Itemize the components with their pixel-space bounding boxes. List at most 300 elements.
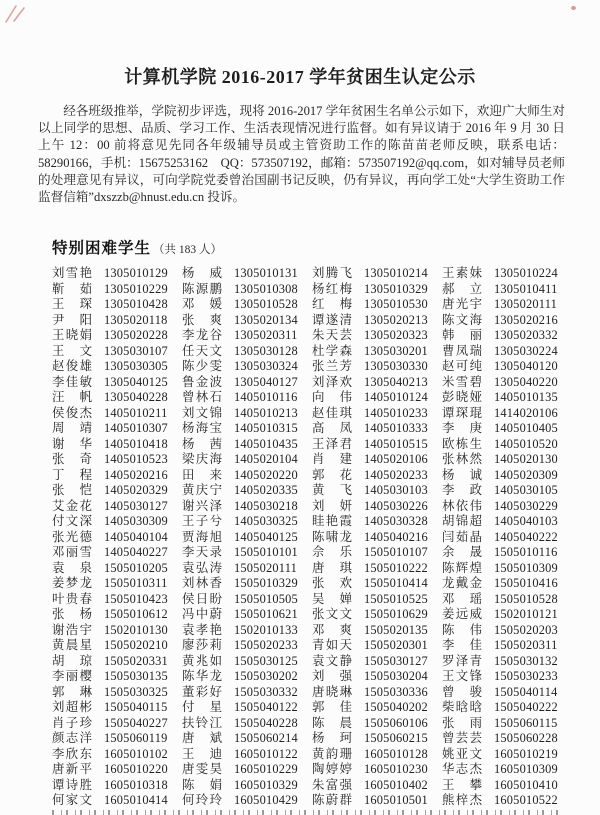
student-entry bbox=[312, 716, 428, 732]
student-entry bbox=[442, 437, 558, 453]
student-entry bbox=[52, 685, 168, 701]
student-name: 袁孝艳 bbox=[182, 622, 222, 637]
student-name: 陈文海 bbox=[442, 312, 482, 327]
student-id: 1505010311 bbox=[104, 576, 168, 591]
student-id: 1505010416 bbox=[494, 576, 558, 591]
student-entry bbox=[182, 623, 298, 639]
student-entry bbox=[52, 778, 168, 794]
student-entry bbox=[312, 359, 428, 375]
student-id: 1502010133 bbox=[234, 622, 298, 637]
student-name: 刘强 bbox=[312, 669, 352, 684]
student-entry bbox=[312, 545, 428, 561]
student-id: 1505010505 bbox=[234, 591, 298, 606]
student-entry bbox=[442, 685, 558, 701]
student-id: 1405020220 bbox=[234, 467, 298, 482]
student-entry bbox=[182, 654, 298, 670]
student-id: 1305030330 bbox=[364, 359, 428, 374]
student-id: 1405030105 bbox=[494, 483, 558, 498]
student-entry bbox=[442, 499, 558, 515]
student-id: 1305040213 bbox=[364, 374, 428, 389]
table-row bbox=[52, 545, 600, 561]
student-id: 1414020106 bbox=[494, 405, 558, 420]
student-name: 陈娟 bbox=[182, 777, 222, 792]
student-entry bbox=[442, 731, 558, 747]
student-id: 1505010309 bbox=[494, 560, 558, 575]
student-id: 1305030324 bbox=[234, 359, 298, 374]
student-id: 1505020135 bbox=[364, 622, 428, 637]
table-row bbox=[52, 530, 600, 546]
student-entry bbox=[52, 607, 168, 623]
student-entry bbox=[312, 483, 428, 499]
student-entry bbox=[442, 530, 558, 546]
student-entry bbox=[182, 638, 298, 654]
student-id: 1505030204 bbox=[364, 669, 428, 684]
student-name: 谭诗胜 bbox=[52, 777, 92, 792]
student-id: 1505060119 bbox=[104, 731, 168, 746]
student-entry bbox=[442, 406, 558, 422]
student-id: 1405020104 bbox=[234, 452, 298, 467]
student-name: 王泽君 bbox=[312, 436, 352, 451]
student-entry bbox=[182, 592, 298, 608]
student-entry bbox=[312, 468, 428, 484]
table-row bbox=[52, 623, 600, 639]
student-entry bbox=[182, 793, 298, 809]
student-id: 1605010220 bbox=[104, 762, 168, 777]
student-name: 何玲玲 bbox=[182, 793, 222, 808]
student-name: 姜梦龙 bbox=[52, 576, 92, 591]
table-row bbox=[52, 437, 600, 453]
student-id: 1605010102 bbox=[104, 746, 168, 761]
student-entry bbox=[182, 375, 298, 391]
student-name: 米雪碧 bbox=[442, 374, 482, 389]
student-name: 李丽樱 bbox=[52, 669, 92, 684]
student-name: 熊梓杰 bbox=[442, 793, 482, 808]
student-name: 唐新平 bbox=[52, 762, 92, 777]
student-id: 1305010411 bbox=[494, 281, 558, 296]
student-entry bbox=[442, 421, 558, 437]
student-name: 叶贵春 bbox=[52, 591, 92, 606]
student-id: 1505040227 bbox=[104, 715, 168, 730]
student-name: 余晟 bbox=[442, 545, 482, 560]
student-id: 1305010229 bbox=[104, 281, 168, 296]
student-id: 1505040202 bbox=[364, 700, 428, 715]
student-entry bbox=[312, 731, 428, 747]
table-row bbox=[52, 700, 600, 716]
student-name: 欧栋生 bbox=[442, 436, 482, 451]
student-name: 袁泉 bbox=[52, 560, 92, 575]
student-id: 1405020233 bbox=[364, 467, 428, 482]
student-entry bbox=[52, 483, 168, 499]
student-name: 廖莎莉 bbox=[182, 638, 222, 653]
student-id: 1305020311 bbox=[234, 328, 298, 343]
student-name: 李天录 bbox=[182, 545, 222, 560]
student-name: 刘超彬 bbox=[52, 700, 92, 715]
student-entry bbox=[52, 344, 168, 360]
table-row bbox=[52, 297, 600, 313]
student-entry bbox=[52, 375, 168, 391]
student-entry bbox=[442, 607, 558, 623]
student-name: 张文文 bbox=[312, 607, 352, 622]
student-entry bbox=[182, 282, 298, 298]
student-entry bbox=[52, 437, 168, 453]
student-entry bbox=[312, 561, 428, 577]
announcement-paragraph: 经各班级推举，学院初步评选，现将 2016-2017 学年贫困生名单公示如下，欢迎广大师生对以上同学的思想、品质、学习工作、生活表现情况进行监督。如有异议请于 2016 年 9 月 30 日上午 12：00 前将意见先同各年级辅导员或主管资助工作的陈苗苗老师反映，联系电话：58290166，手机：15675253162 QQ：573507192，邮箱：573507192@qq.com，如对辅导员老师的处理意见有异议，可向学院党委曾治国副书记反映，仍有异议，再向学工处“大学生资助工作监督信箱”dxszzb@hnust.edu.cn 投诉。 bbox=[38, 104, 565, 205]
student-entry bbox=[442, 328, 558, 344]
student-entry bbox=[182, 778, 298, 794]
student-name: 何家文 bbox=[52, 793, 92, 808]
student-id: 1405020130 bbox=[494, 452, 558, 467]
student-entry bbox=[312, 669, 428, 685]
student-entry bbox=[182, 530, 298, 546]
student-id: 1405010233 bbox=[364, 405, 428, 420]
student-entry bbox=[442, 762, 558, 778]
student-id: 1605010501 bbox=[364, 793, 428, 808]
student-entry bbox=[52, 530, 168, 546]
student-id: 1605010128 bbox=[364, 746, 428, 761]
table-row bbox=[52, 375, 600, 391]
student-id: 1305020118 bbox=[104, 312, 168, 327]
student-entry bbox=[182, 576, 298, 592]
table-row bbox=[52, 747, 600, 763]
student-id: 1405010333 bbox=[364, 421, 428, 436]
student-entry bbox=[442, 514, 558, 530]
student-entry bbox=[312, 266, 428, 282]
student-id: 1405020329 bbox=[104, 483, 168, 498]
student-name: 肖建 bbox=[312, 452, 352, 467]
student-entry bbox=[52, 700, 168, 716]
student-entry bbox=[312, 654, 428, 670]
student-id: 1305030201 bbox=[364, 343, 428, 358]
student-id: 1505040222 bbox=[494, 700, 558, 715]
student-id: 1505030325 bbox=[104, 684, 168, 699]
student-entry bbox=[182, 266, 298, 282]
student-entry bbox=[312, 778, 428, 794]
student-id: 1405010515 bbox=[364, 436, 428, 451]
student-entry bbox=[52, 313, 168, 329]
student-entry bbox=[312, 700, 428, 716]
student-id: 1605010318 bbox=[104, 777, 168, 792]
student-id: 1505030127 bbox=[364, 653, 428, 668]
student-entry bbox=[312, 576, 428, 592]
student-entry bbox=[52, 576, 168, 592]
student-entry bbox=[52, 328, 168, 344]
student-entry bbox=[182, 452, 298, 468]
student-name: 刘腾飞 bbox=[312, 266, 352, 281]
student-id: 1305010530 bbox=[364, 297, 428, 312]
student-entry bbox=[442, 592, 558, 608]
student-entry bbox=[442, 483, 558, 499]
table-row bbox=[52, 669, 600, 685]
student-name: 侯俊杰 bbox=[52, 405, 92, 420]
student-entry bbox=[52, 452, 168, 468]
student-id: 1405010315 bbox=[234, 421, 298, 436]
student-entry bbox=[182, 607, 298, 623]
student-id: 1605010309 bbox=[494, 762, 558, 777]
student-id: 1405030218 bbox=[234, 498, 298, 513]
student-name: 王文 bbox=[52, 343, 92, 358]
student-id: 1405030328 bbox=[364, 514, 428, 529]
student-name: 赵可纯 bbox=[442, 359, 482, 374]
student-name: 邓瑶 bbox=[442, 591, 482, 606]
student-entry bbox=[182, 297, 298, 313]
student-name: 汪帆 bbox=[52, 390, 92, 405]
student-name: 贾海旭 bbox=[182, 529, 222, 544]
table-row bbox=[52, 576, 600, 592]
student-entry bbox=[182, 313, 298, 329]
student-id: 1502010130 bbox=[104, 622, 168, 637]
student-name: 陈少雯 bbox=[182, 359, 222, 374]
student-name: 王晓娟 bbox=[52, 328, 92, 343]
student-id: 1305010224 bbox=[494, 266, 558, 281]
student-name: 陈晨 bbox=[312, 715, 352, 730]
student-id: 1405010213 bbox=[234, 405, 298, 420]
student-name: 刘林香 bbox=[182, 576, 222, 591]
student-id: 1505030135 bbox=[104, 669, 168, 684]
student-entry bbox=[182, 514, 298, 530]
student-name: 谭琛琨 bbox=[442, 405, 482, 420]
student-name: 陈华龙 bbox=[182, 669, 222, 684]
student-entry bbox=[312, 747, 428, 763]
student-name: 王素妹 bbox=[442, 266, 482, 281]
student-id: 1405020106 bbox=[364, 452, 428, 467]
student-entry bbox=[312, 623, 428, 639]
student-name: 冯中蔚 bbox=[182, 607, 222, 622]
table-row bbox=[52, 313, 600, 329]
student-id: 1505010629 bbox=[364, 607, 428, 622]
student-id: 1405010405 bbox=[494, 421, 558, 436]
student-name: 黄飞 bbox=[312, 483, 352, 498]
student-entry bbox=[442, 545, 558, 561]
student-id: 1405030309 bbox=[104, 514, 168, 529]
student-entry bbox=[442, 375, 558, 391]
section-title: 特别困难学生 bbox=[52, 240, 152, 258]
student-entry bbox=[312, 375, 428, 391]
student-name: 唐晓琳 bbox=[312, 684, 352, 699]
student-id: 1505060106 bbox=[364, 715, 428, 730]
student-id: 1305040127 bbox=[234, 374, 298, 389]
student-id: 1505010423 bbox=[104, 591, 168, 606]
student-name: 陶婷婷 bbox=[312, 762, 352, 777]
student-entry bbox=[182, 716, 298, 732]
student-id: 1405040103 bbox=[494, 514, 558, 529]
student-name: 姜远威 bbox=[442, 607, 482, 622]
student-entry bbox=[312, 344, 428, 360]
student-entry bbox=[52, 654, 168, 670]
student-name: 邓爽 bbox=[312, 622, 352, 637]
student-id: 1505020233 bbox=[234, 638, 298, 653]
student-id: 1305040220 bbox=[494, 374, 558, 389]
student-name: 刘妍 bbox=[312, 498, 352, 513]
student-entry bbox=[442, 700, 558, 716]
student-entry bbox=[52, 282, 168, 298]
student-name: 黄晨星 bbox=[52, 638, 92, 653]
student-name: 李佳敏 bbox=[52, 374, 92, 389]
student-id: 1605010429 bbox=[234, 793, 298, 808]
student-id: 1305020323 bbox=[364, 328, 428, 343]
student-entry bbox=[442, 561, 558, 577]
student-name: 杜学森 bbox=[312, 343, 352, 358]
student-id: 1605010522 bbox=[494, 793, 558, 808]
student-name: 朱天芸 bbox=[312, 328, 352, 343]
student-name: 梁庆海 bbox=[182, 452, 222, 467]
student-id: 1505020210 bbox=[104, 638, 168, 653]
student-name: 黄韵珊 bbox=[312, 746, 352, 761]
student-name: 唐斌 bbox=[182, 731, 222, 746]
student-id: 1305010129 bbox=[104, 266, 168, 281]
student-name: 朱富强 bbox=[312, 777, 352, 792]
student-id: 1405010211 bbox=[104, 405, 168, 420]
student-id: 1505040114 bbox=[494, 684, 558, 699]
student-entry bbox=[442, 452, 558, 468]
table-row bbox=[52, 390, 600, 406]
student-name: 刘文锦 bbox=[182, 405, 222, 420]
student-entry bbox=[182, 359, 298, 375]
student-id: 1505020331 bbox=[104, 653, 168, 668]
section-count: （共 183 人） bbox=[153, 244, 223, 257]
student-id: 1605010229 bbox=[234, 762, 298, 777]
student-name: 唐雯昊 bbox=[182, 762, 222, 777]
student-name: 黄庆宁 bbox=[182, 483, 222, 498]
student-entry bbox=[52, 421, 168, 437]
student-entry bbox=[52, 359, 168, 375]
student-name: 杨威 bbox=[182, 266, 222, 281]
student-name: 陈辉煌 bbox=[442, 560, 482, 575]
student-id: 1405040104 bbox=[104, 529, 168, 544]
student-entry bbox=[52, 468, 168, 484]
student-entry bbox=[442, 669, 558, 685]
student-id: 1305020216 bbox=[494, 312, 558, 327]
student-name: 张恺 bbox=[52, 483, 92, 498]
student-id: 1305030224 bbox=[494, 343, 558, 358]
student-id: 1405010124 bbox=[364, 390, 428, 405]
student-name: 李庚 bbox=[442, 421, 482, 436]
student-entry bbox=[312, 297, 428, 313]
student-name: 彭晓娅 bbox=[442, 390, 482, 405]
student-name: 田来 bbox=[182, 467, 222, 482]
student-name: 赵俊雄 bbox=[52, 359, 92, 374]
student-name: 张奇 bbox=[52, 452, 92, 467]
student-id: 1505010205 bbox=[104, 560, 168, 575]
student-id: 1305030107 bbox=[104, 343, 168, 358]
student-id: 1505010414 bbox=[364, 576, 428, 591]
table-row bbox=[52, 406, 600, 422]
student-name: 张雨 bbox=[442, 715, 482, 730]
student-name: 胡琼 bbox=[52, 653, 92, 668]
student-name: 眭艳霞 bbox=[312, 514, 352, 529]
student-name: 张欢 bbox=[312, 576, 352, 591]
student-entry bbox=[52, 266, 168, 282]
student-entry bbox=[52, 545, 168, 561]
student-entry bbox=[312, 390, 428, 406]
student-entry bbox=[182, 762, 298, 778]
student-name: 李龙谷 bbox=[182, 328, 222, 343]
student-entry bbox=[312, 607, 428, 623]
student-entry bbox=[52, 731, 168, 747]
student-entry bbox=[182, 561, 298, 577]
student-entry bbox=[182, 483, 298, 499]
student-id: 1505010107 bbox=[364, 545, 428, 560]
roster-table bbox=[52, 266, 600, 809]
student-entry bbox=[182, 747, 298, 763]
student-id: 1505020301 bbox=[364, 638, 428, 653]
student-name: 任天文 bbox=[182, 343, 222, 358]
student-id: 1505020111 bbox=[234, 560, 298, 575]
red-pen-mark-icon bbox=[2, 2, 36, 26]
student-id: 1505010612 bbox=[104, 607, 168, 622]
student-entry bbox=[312, 762, 428, 778]
student-name: 唐琪 bbox=[312, 560, 352, 575]
student-id: 1505020203 bbox=[494, 622, 558, 637]
student-entry bbox=[442, 778, 558, 794]
student-name: 杨诚 bbox=[442, 467, 482, 482]
student-entry bbox=[52, 514, 168, 530]
student-id: 1505060228 bbox=[494, 731, 558, 746]
student-name: 张杨 bbox=[52, 607, 92, 622]
student-id: 1505040122 bbox=[234, 700, 298, 715]
student-id: 1305010528 bbox=[234, 297, 298, 312]
student-entry bbox=[442, 638, 558, 654]
student-entry bbox=[312, 282, 428, 298]
student-entry bbox=[312, 437, 428, 453]
student-id: 1305020213 bbox=[364, 312, 428, 327]
student-name: 侯日盼 bbox=[182, 591, 222, 606]
student-entry bbox=[182, 437, 298, 453]
student-entry bbox=[52, 499, 168, 515]
student-entry bbox=[182, 328, 298, 344]
student-entry bbox=[442, 282, 558, 298]
student-id: 1305020134 bbox=[234, 312, 298, 327]
student-name: 杨海宝 bbox=[182, 421, 222, 436]
student-entry bbox=[52, 793, 168, 809]
student-name: 董彩好 bbox=[182, 684, 222, 699]
student-name: 杨茜 bbox=[182, 436, 222, 451]
student-entry bbox=[442, 716, 558, 732]
student-entry bbox=[52, 592, 168, 608]
student-entry bbox=[182, 731, 298, 747]
student-id: 1405030325 bbox=[234, 514, 298, 529]
student-entry bbox=[442, 344, 558, 360]
student-id: 1505030202 bbox=[234, 669, 298, 684]
table-row bbox=[52, 731, 600, 747]
student-id: 1505040115 bbox=[104, 700, 168, 715]
student-name: 高凤 bbox=[312, 421, 352, 436]
student-id: 1405010520 bbox=[494, 436, 558, 451]
student-id: 1305020228 bbox=[104, 328, 168, 343]
table-row bbox=[52, 685, 600, 701]
table-row bbox=[52, 793, 600, 809]
student-name: 林依伟 bbox=[442, 498, 482, 513]
student-entry bbox=[442, 576, 558, 592]
page-title: 计算机学院 2016-2017 学年贫困生认定公示 bbox=[124, 67, 476, 87]
red-dot-mark-icon bbox=[571, 6, 576, 10]
student-entry bbox=[312, 514, 428, 530]
table-row bbox=[52, 561, 600, 577]
student-name: 李佳 bbox=[442, 638, 482, 653]
student-id: 1405020335 bbox=[234, 483, 298, 498]
student-id: 1605010414 bbox=[104, 793, 168, 808]
student-id: 1505030336 bbox=[364, 684, 428, 699]
student-entry bbox=[52, 297, 168, 313]
student-name: 郭佳 bbox=[312, 700, 352, 715]
student-name: 袁弘涛 bbox=[182, 560, 222, 575]
student-entry bbox=[52, 406, 168, 422]
student-entry bbox=[312, 530, 428, 546]
student-id: 1305010329 bbox=[364, 281, 428, 296]
student-name: 红梅 bbox=[312, 297, 352, 312]
student-name: 张林然 bbox=[442, 452, 482, 467]
student-id: 1405040125 bbox=[234, 529, 298, 544]
student-entry bbox=[312, 499, 428, 515]
